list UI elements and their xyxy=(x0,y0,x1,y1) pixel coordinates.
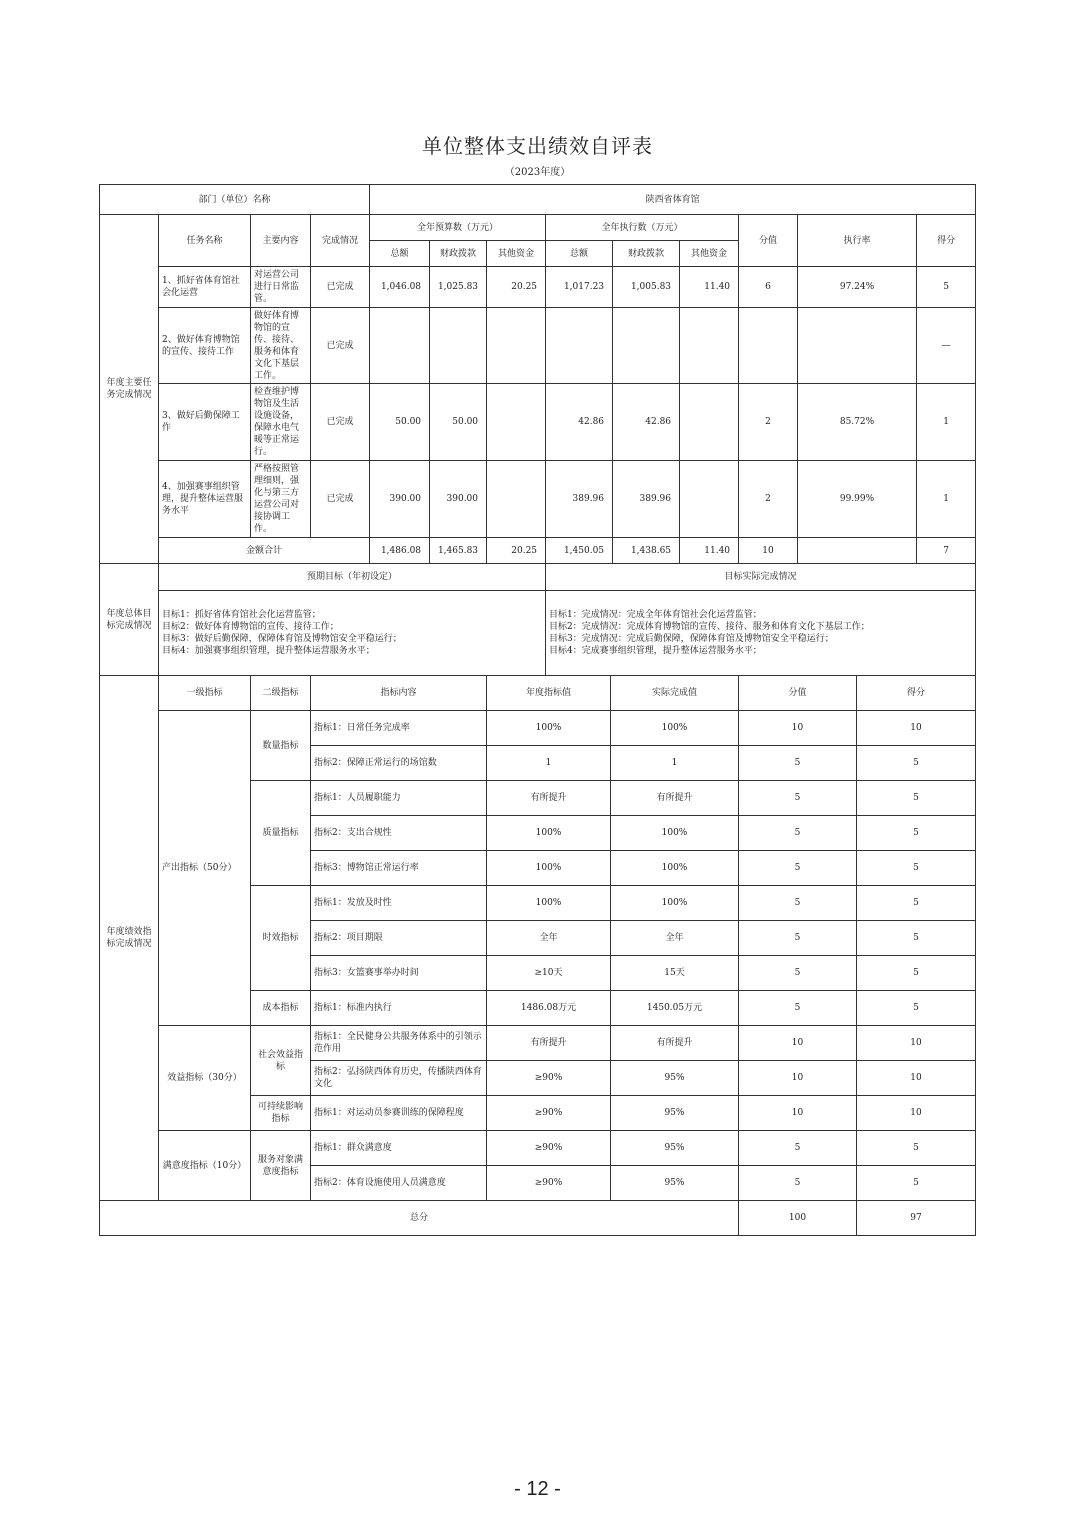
unit-name: 陕西省体育馆 xyxy=(370,185,976,215)
task-row xyxy=(100,267,976,308)
header-budget-total: 总额 xyxy=(370,241,430,267)
total-score: 97 xyxy=(857,1201,976,1236)
indicator-content: 指标3：博物馆正常运行率 xyxy=(311,851,487,886)
header-budget: 全年预算数（万元） xyxy=(370,215,546,241)
budget-other: 20.25 xyxy=(487,267,546,308)
indicator-target: 有所提升 xyxy=(487,781,611,816)
sum-score-value: 10 xyxy=(739,538,798,564)
indicator-content: 指标2：项目期限 xyxy=(311,921,487,956)
total-label: 总分 xyxy=(100,1201,739,1236)
indicator-target: ≥90% xyxy=(487,1096,611,1131)
goals-expected-list xyxy=(159,591,546,676)
indicator-score: 5 xyxy=(857,781,976,816)
header-exec-total: 总额 xyxy=(546,241,613,267)
indicator-score-value: 10 xyxy=(739,1061,857,1096)
total-score-value: 100 xyxy=(739,1201,857,1236)
budget-total: 50.00 xyxy=(370,384,430,461)
task-content: 严格按照管理细则，强化与第三方运营公司对接协调工作。 xyxy=(251,461,311,538)
indicator-score: 10 xyxy=(857,1026,976,1061)
task-score-value: 2 xyxy=(739,461,798,538)
task-score-value: 6 xyxy=(739,267,798,308)
indicator-score: 10 xyxy=(857,1096,976,1131)
header-rate: 执行率 xyxy=(798,215,917,267)
indicator-content: 指标1：对运动员参赛训练的保障程度 xyxy=(311,1096,487,1131)
budget-total xyxy=(370,308,430,384)
goal-actual-item: 目标3：完成情况：完成后勤保障，保障体育馆及博物馆安全平稳运行； xyxy=(549,634,834,644)
task-score: 1 xyxy=(917,461,976,538)
exec-fiscal: 389.96 xyxy=(613,461,680,538)
goal-actual-item: 目标4：完成赛事组织管理，提升整体运营服务水平； xyxy=(549,646,762,656)
subgroup-service: 服务对象满意度指标 xyxy=(251,1131,311,1201)
indicator-actual: 100% xyxy=(611,886,739,921)
indicator-score: 5 xyxy=(857,991,976,1026)
sum-budget-fiscal: 1,465.83 xyxy=(430,538,487,564)
exec-total: 1,017.23 xyxy=(546,267,613,308)
goals-actual-list xyxy=(546,591,976,676)
budget-fiscal: 390.00 xyxy=(430,461,487,538)
header-perf-score: 得分 xyxy=(857,676,976,711)
indicator-actual: 有所提升 xyxy=(611,1026,739,1061)
group-benefit: 效益指标（30分） xyxy=(159,1026,251,1131)
header-perf-score-value: 分值 xyxy=(739,676,857,711)
indicator-score: 5 xyxy=(857,921,976,956)
indicator-actual: 1450.05万元 xyxy=(611,991,739,1026)
unit-label: 部门（单位）名称 xyxy=(100,185,370,215)
goal-expected-item: 目标2：做好体育博物馆的宣传、接待工作； xyxy=(162,622,339,632)
sum-row xyxy=(100,538,976,564)
tasks-table xyxy=(99,184,976,564)
indicator-target: 全年 xyxy=(487,921,611,956)
indicator-score-value: 5 xyxy=(739,746,857,781)
budget-other xyxy=(487,461,546,538)
indicator-actual: 100% xyxy=(611,851,739,886)
indicator-score-value: 5 xyxy=(739,851,857,886)
exec-total: 42.86 xyxy=(546,384,613,461)
goal-expected-item: 目标1：抓好省体育馆社会化运营监管； xyxy=(162,610,321,620)
sum-exec-fiscal: 1,438.65 xyxy=(613,538,680,564)
total-row xyxy=(100,1201,976,1236)
tasks-section-label: 年度主要任务完成情况 xyxy=(100,215,159,564)
subgroup-timeliness: 时效指标 xyxy=(251,886,311,991)
subgroup-social: 社会效益指标 xyxy=(251,1026,311,1096)
indicator-score-value: 10 xyxy=(739,711,857,746)
header-exec-fiscal: 财政拨款 xyxy=(613,241,680,267)
indicator-actual: 全年 xyxy=(611,921,739,956)
task-content: 检查维护博物馆及生活设施设备，保障水电气暖等正常运行。 xyxy=(251,384,311,461)
indicator-content: 指标1：日常任务完成率 xyxy=(311,711,487,746)
indicator-score: 5 xyxy=(857,816,976,851)
indicator-actual: 100% xyxy=(611,711,739,746)
subgroup-sustainable: 可持续影响指标 xyxy=(251,1096,311,1131)
indicator-row xyxy=(100,1131,976,1166)
indicator-actual: 95% xyxy=(611,1096,739,1131)
header-content: 主要内容 xyxy=(251,215,311,267)
header-actual: 实际完成值 xyxy=(611,676,739,711)
indicator-target: 1486.08万元 xyxy=(487,991,611,1026)
sum-budget-other: 20.25 xyxy=(487,538,546,564)
indicator-target: 100% xyxy=(487,711,611,746)
task-content: 做好体育博物馆的宣传、接待、服务和体育文化下基层工作。 xyxy=(251,308,311,384)
indicator-target: ≥10天 xyxy=(487,956,611,991)
sum-budget-total: 1,486.08 xyxy=(370,538,430,564)
indicator-content: 指标2：弘扬陕西体育历史，传播陕西体育文化 xyxy=(311,1061,487,1096)
indicator-score: 5 xyxy=(857,956,976,991)
indicator-score-value: 5 xyxy=(739,1131,857,1166)
header-budget-other: 其他资金 xyxy=(487,241,546,267)
indicator-target: 100% xyxy=(487,851,611,886)
task-content: 对运营公司进行日常监管。 xyxy=(251,267,311,308)
budget-total: 390.00 xyxy=(370,461,430,538)
budget-fiscal xyxy=(430,308,487,384)
budget-other xyxy=(487,308,546,384)
page-number: - 12 - xyxy=(514,1478,561,1500)
task-row xyxy=(100,308,976,384)
subgroup-quality: 质量指标 xyxy=(251,781,311,886)
task-status: 已完成 xyxy=(311,308,370,384)
budget-fiscal: 1,025.83 xyxy=(430,267,487,308)
sum-exec-total: 1,450.05 xyxy=(546,538,613,564)
indicator-actual: 95% xyxy=(611,1061,739,1096)
header-task-name: 任务名称 xyxy=(159,215,251,267)
indicator-content: 指标1：人员履职能力 xyxy=(311,781,487,816)
indicator-actual: 95% xyxy=(611,1131,739,1166)
indicator-score: 10 xyxy=(857,711,976,746)
header-budget-fiscal: 财政拨款 xyxy=(430,241,487,267)
indicator-score: 5 xyxy=(857,886,976,921)
indicator-actual: 100% xyxy=(611,816,739,851)
indicator-content: 指标2：支出合规性 xyxy=(311,816,487,851)
goals-expected-header: 预期目标（年初设定） xyxy=(159,564,546,591)
header-l1: 一级指标 xyxy=(159,676,251,711)
goals-actual-header: 目标实际完成情况 xyxy=(546,564,976,591)
task-status: 已完成 xyxy=(311,461,370,538)
task-name: 3、做好后勤保障工作 xyxy=(159,384,251,461)
task-rate: 85.72% xyxy=(798,384,917,461)
indicator-score: 5 xyxy=(857,1166,976,1201)
exec-other xyxy=(680,384,739,461)
page-title: 单位整体支出绩效自评表 xyxy=(422,134,653,158)
indicator-score-value: 5 xyxy=(739,956,857,991)
budget-total: 1,046.08 xyxy=(370,267,430,308)
header-exec-other: 其他资金 xyxy=(680,241,739,267)
task-score-value xyxy=(739,308,798,384)
perf-section-label: 年度绩效指标完成情况 xyxy=(100,676,159,1201)
task-score: 1 xyxy=(917,384,976,461)
indicator-actual: 15天 xyxy=(611,956,739,991)
subgroup-quantity: 数量指标 xyxy=(251,711,311,781)
subgroup-cost: 成本指标 xyxy=(251,991,311,1026)
indicator-target: 100% xyxy=(487,886,611,921)
indicator-target: 100% xyxy=(487,816,611,851)
indicator-target: 1 xyxy=(487,746,611,781)
task-rate xyxy=(798,308,917,384)
header-target: 年度指标值 xyxy=(487,676,611,711)
header-executed: 全年执行数（万元） xyxy=(546,215,739,241)
exec-fiscal: 1,005.83 xyxy=(613,267,680,308)
exec-total xyxy=(546,308,613,384)
task-score: 5 xyxy=(917,267,976,308)
indicator-score-value: 5 xyxy=(739,886,857,921)
sum-label: 金额合计 xyxy=(159,538,370,564)
sum-exec-other: 11.40 xyxy=(680,538,739,564)
indicator-target: ≥90% xyxy=(487,1131,611,1166)
task-status: 已完成 xyxy=(311,267,370,308)
indicator-target: 有所提升 xyxy=(487,1026,611,1061)
indicator-score-value: 5 xyxy=(739,816,857,851)
page-subtitle-year: （2023年度） xyxy=(504,167,571,178)
task-rate: 99.99% xyxy=(798,461,917,538)
sum-score: 7 xyxy=(917,538,976,564)
group-satisfaction: 满意度指标（10分） xyxy=(159,1131,251,1201)
exec-fiscal: 42.86 xyxy=(613,384,680,461)
indicator-score-value: 5 xyxy=(739,921,857,956)
goals-section-label: 年度总体目标完成情况 xyxy=(100,564,159,676)
task-rate: 97.24% xyxy=(798,267,917,308)
indicator-score: 5 xyxy=(857,851,976,886)
header-score: 得分 xyxy=(917,215,976,267)
indicator-content: 指标1：发放及时性 xyxy=(311,886,487,921)
task-status: 已完成 xyxy=(311,384,370,461)
performance-table xyxy=(99,675,976,1236)
indicator-content: 指标2：体育设施使用人员满意度 xyxy=(311,1166,487,1201)
header-indicator-content: 指标内容 xyxy=(311,676,487,711)
exec-other xyxy=(680,308,739,384)
header-score-value: 分值 xyxy=(739,215,798,267)
indicator-content: 指标1：群众满意度 xyxy=(311,1131,487,1166)
group-output: 产出指标（50分） xyxy=(159,711,251,1026)
indicator-actual: 有所提升 xyxy=(611,781,739,816)
goal-expected-item: 目标4：加强赛事组织管理，提升整体运营服务水平； xyxy=(162,646,375,656)
sum-rate xyxy=(798,538,917,564)
indicator-score: 5 xyxy=(857,746,976,781)
indicator-score-value: 5 xyxy=(739,991,857,1026)
indicator-actual: 1 xyxy=(611,746,739,781)
header-status: 完成情况 xyxy=(311,215,370,267)
task-row xyxy=(100,384,976,461)
indicator-content: 指标1：全民健身公共服务体系中的引领示范作用 xyxy=(311,1026,487,1061)
task-name: 4、加强赛事组织管理，提升整体运营服务水平 xyxy=(159,461,251,538)
indicator-content: 指标3：女篮赛事举办时间 xyxy=(311,956,487,991)
task-name: 1、抓好省体育馆社会化运营 xyxy=(159,267,251,308)
indicator-score: 10 xyxy=(857,1061,976,1096)
indicator-content: 指标2：保障正常运行的场馆数 xyxy=(311,746,487,781)
exec-total: 389.96 xyxy=(546,461,613,538)
task-row xyxy=(100,461,976,538)
indicator-target: ≥90% xyxy=(487,1061,611,1096)
exec-other: 11.40 xyxy=(680,267,739,308)
goals-table xyxy=(99,563,976,676)
indicator-target: ≥90% xyxy=(487,1166,611,1201)
budget-other xyxy=(487,384,546,461)
exec-fiscal xyxy=(613,308,680,384)
indicator-row xyxy=(100,1026,976,1061)
task-name: 2、做好体育博物馆的宣传、接待工作 xyxy=(159,308,251,384)
budget-fiscal: 50.00 xyxy=(430,384,487,461)
indicator-content: 指标1：标准内执行 xyxy=(311,991,487,1026)
indicator-score-value: 10 xyxy=(739,1026,857,1061)
indicator-actual: 95% xyxy=(611,1166,739,1201)
exec-other xyxy=(680,461,739,538)
indicator-score-value: 10 xyxy=(739,1096,857,1131)
indicator-row xyxy=(100,711,976,746)
task-score: — xyxy=(917,308,976,384)
goal-expected-item: 目标3：做好后勤保障，保障体育馆及博物馆安全平稳运行； xyxy=(162,634,402,644)
task-score-value: 2 xyxy=(739,384,798,461)
goal-actual-item: 目标2：完成情况：完成体育博物馆的宣传、接待、服务和体育文化下基层工作； xyxy=(549,622,870,632)
header-l2: 二级指标 xyxy=(251,676,311,711)
indicator-score-value: 5 xyxy=(739,781,857,816)
goal-actual-item: 目标1：完成情况：完成全年体育馆社会化运营监管； xyxy=(549,610,762,620)
indicator-score-value: 5 xyxy=(739,1166,857,1201)
indicator-score: 5 xyxy=(857,1131,976,1166)
